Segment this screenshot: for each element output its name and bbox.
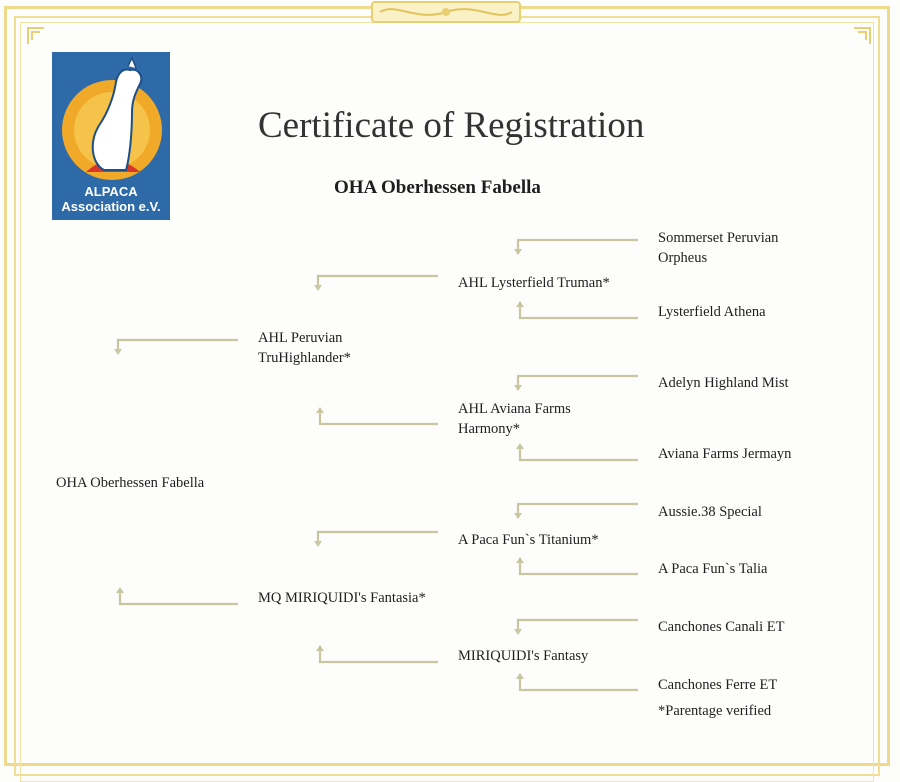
pedigree-ssd: Lysterfield Athena [658, 304, 766, 320]
pedigree-animal: OHA Oberhessen Fabella [56, 475, 205, 491]
pedigree-dss: Aussie.38 Special [658, 504, 762, 520]
pedigree-sire-line1: AHL Peruvian [258, 330, 343, 346]
arrow-up-icon [516, 443, 524, 449]
pedigree-dam: MQ MIRIQUIDI's Fantasia* [258, 590, 426, 606]
connector-down [518, 504, 638, 514]
arrow-up-icon [316, 407, 324, 413]
pedigree-sds: Adelyn Highland Mist [658, 375, 789, 391]
pedigree-dam-dam: MIRIQUIDI's Fantasy [458, 648, 589, 664]
pedigree-sire-line2: TruHighlander* [258, 350, 351, 366]
logo-text-line2: Association e.V. [61, 199, 161, 214]
pedigree-dsd: A Paca Fun`s Talia [658, 561, 768, 577]
arrow-down-icon [514, 249, 522, 255]
pedigree-sss-line1: Sommerset Peruvian [658, 230, 779, 246]
arrow-up-icon [516, 673, 524, 679]
arrow-up-icon [316, 645, 324, 651]
connector-down [318, 276, 438, 286]
connector-down [518, 620, 638, 630]
connector-up [120, 592, 238, 604]
pedigree-sdd: Aviana Farms Jermayn [658, 446, 792, 462]
pedigree-sss [658, 228, 778, 268]
connector-up [520, 678, 638, 690]
pedigree-sire-dam-line2: Harmony* [458, 421, 521, 437]
pedigree-dds: Canchones Canali ET [658, 619, 785, 635]
pedigree-sire [258, 328, 351, 368]
arrow-up-icon [116, 587, 124, 593]
arrow-down-icon [514, 629, 522, 635]
pedigree-sire-dam-line1: AHL Aviana Farms [458, 401, 571, 417]
connector-up [520, 448, 638, 460]
connector-up [520, 562, 638, 574]
parentage-footnote: *Parentage verified [658, 703, 772, 719]
logo-text-line1: ALPACA [84, 184, 138, 199]
connector-down [518, 376, 638, 386]
connector-down [318, 532, 438, 542]
arrow-down-icon [114, 349, 122, 355]
arrow-down-icon [514, 385, 522, 391]
connector-up [320, 650, 438, 662]
arrow-down-icon [314, 541, 322, 547]
certificate-title: Certificate of Registration [258, 105, 645, 146]
pedigree-ddd: Canchones Ferre ET [658, 677, 778, 693]
arrow-up-icon [516, 557, 524, 563]
arrow-up-icon [516, 301, 524, 307]
connector-down [118, 340, 238, 350]
animal-name-heading: OHA Oberhessen Fabella [334, 177, 541, 198]
pedigree-sss-line2: Orpheus [658, 250, 708, 266]
connector-up [320, 412, 438, 424]
arrow-down-icon [314, 285, 322, 291]
pedigree-sire-sire: AHL Lysterfield Truman* [458, 275, 610, 291]
arrow-down-icon [514, 513, 522, 519]
pedigree-sire-dam [458, 399, 571, 439]
pedigree-dam-sire: A Paca Fun`s Titanium* [458, 532, 599, 548]
connector-up [520, 306, 638, 318]
connector-down [518, 240, 638, 250]
